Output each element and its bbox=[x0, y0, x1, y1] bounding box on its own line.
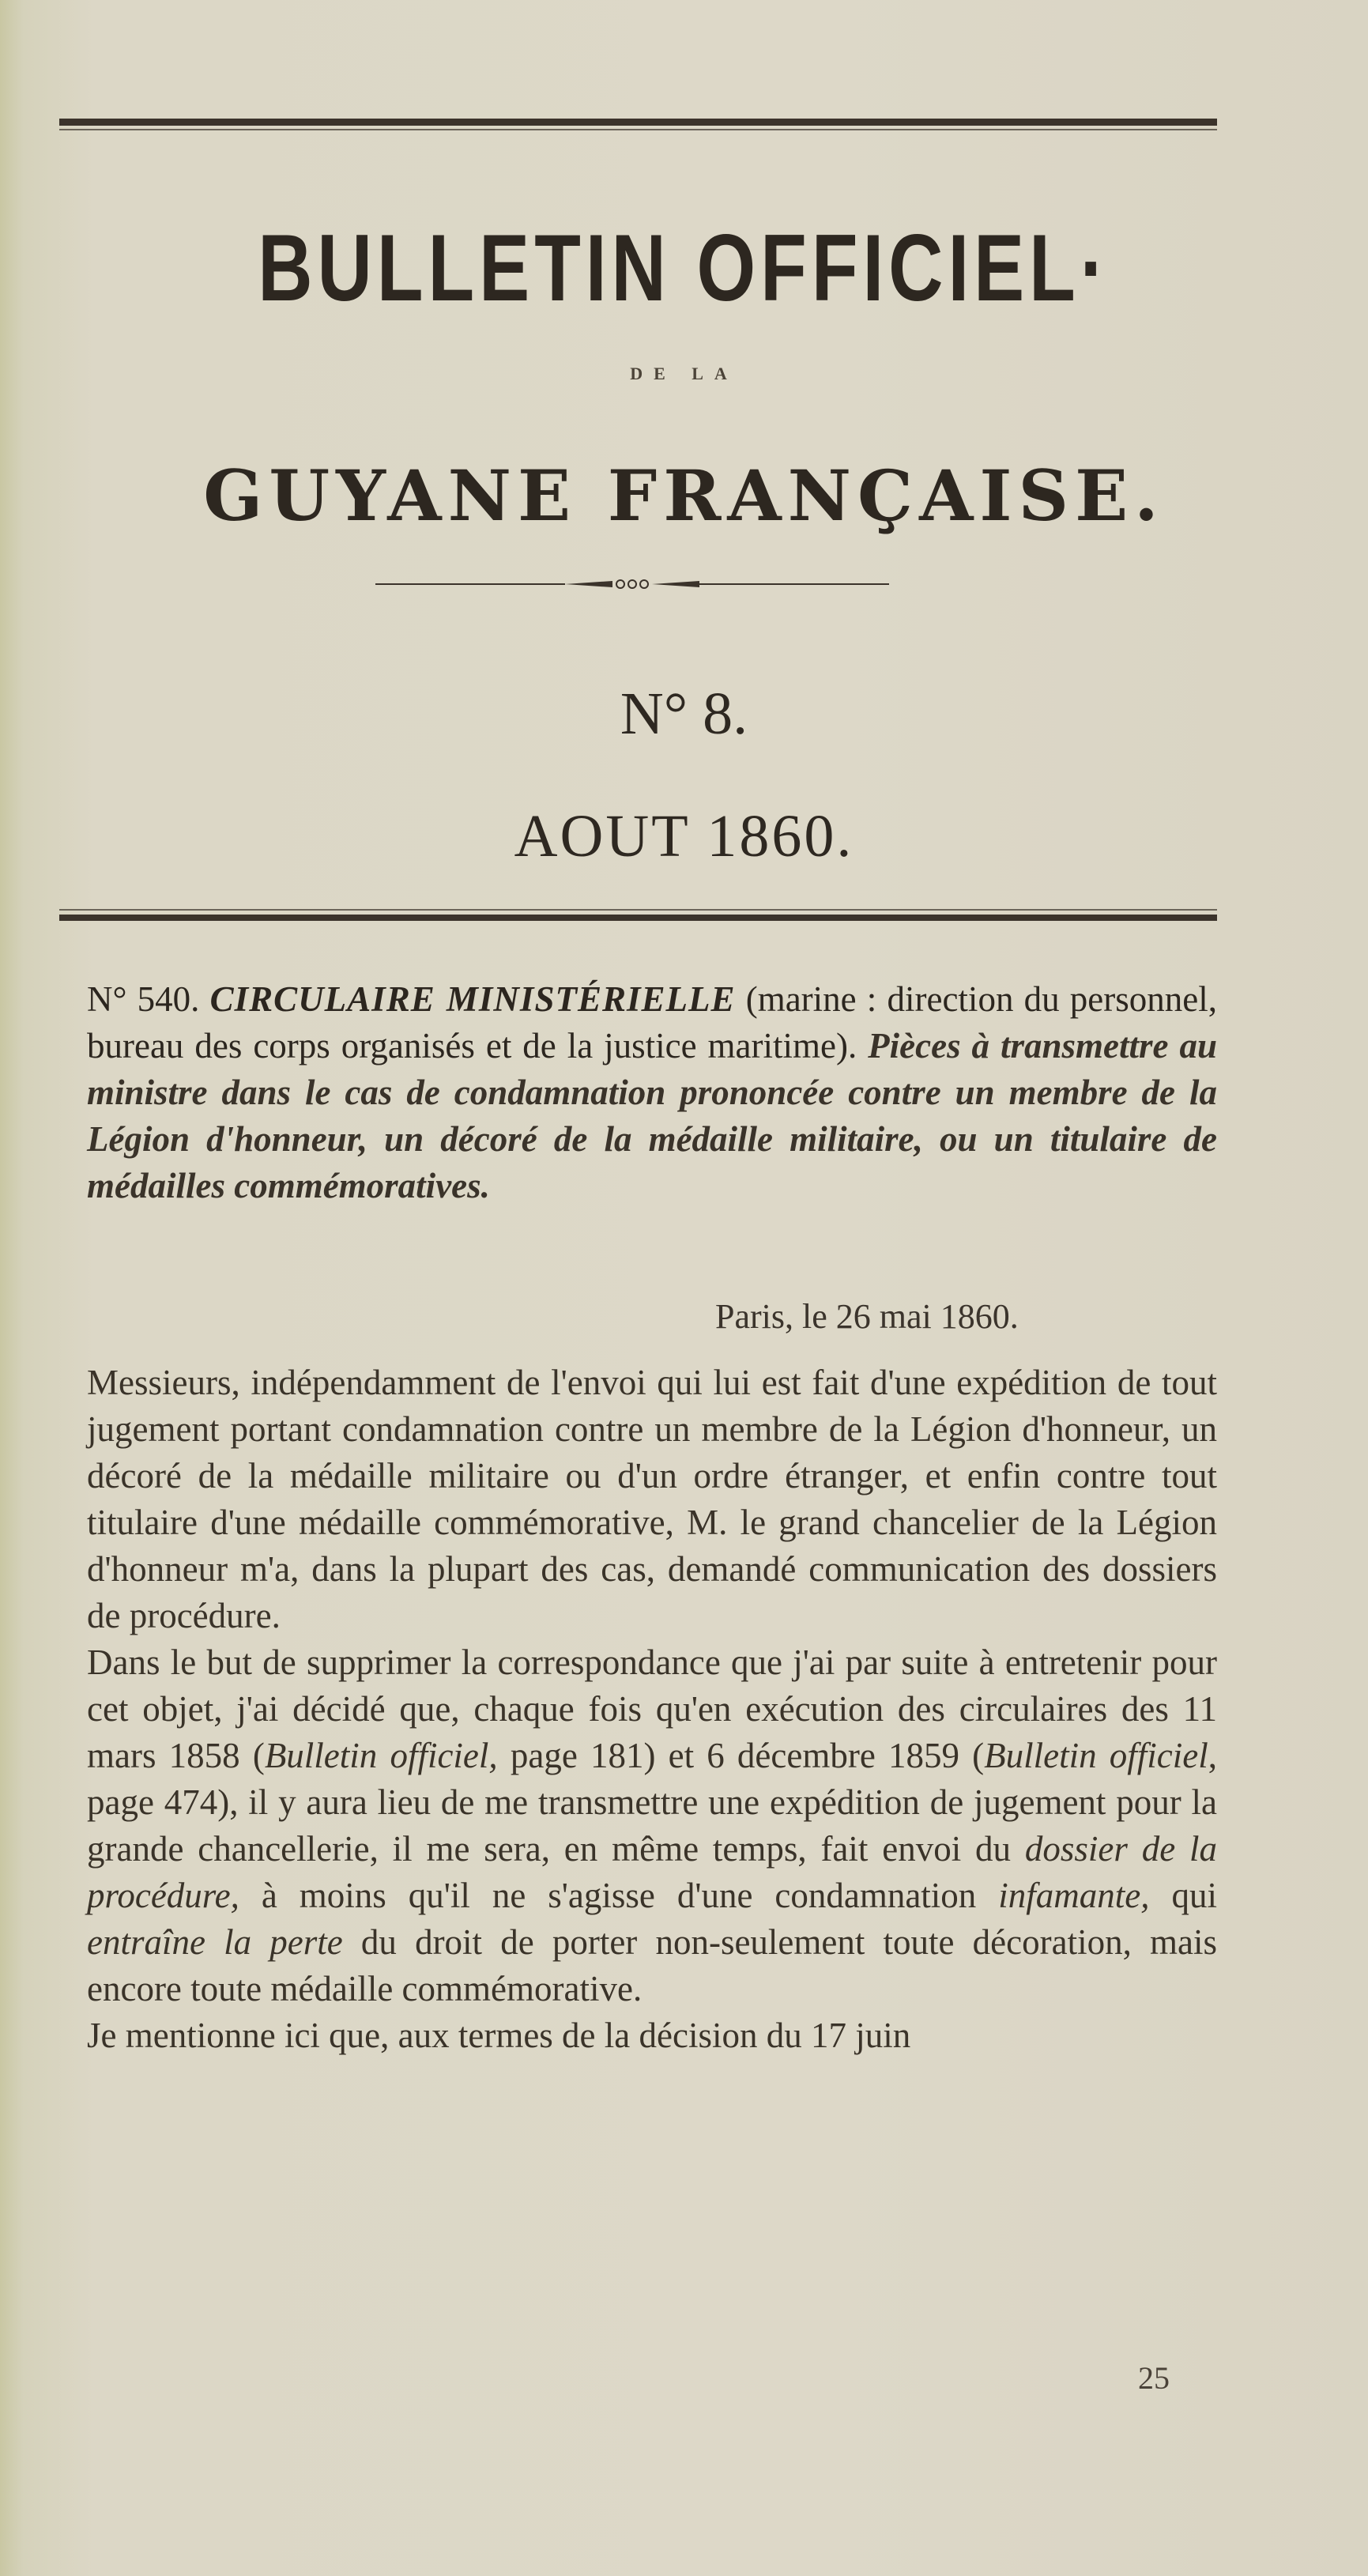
circular-origin: (marine : direction du personnel, bureau des corps organisés et de la justice maritime). bbox=[87, 979, 1218, 1065]
paragraph-3: Je mentionne ici que, aux termes de la décision du 17 juin bbox=[87, 2016, 911, 2055]
place-date: Paris, le 26 mai 1860. bbox=[715, 1297, 1019, 1336]
mid-rule bbox=[59, 915, 1217, 921]
masthead-title-line2: GUYANE FRANÇAISE. bbox=[203, 454, 1165, 537]
circular-number: N° 540. bbox=[87, 979, 200, 1019]
circular-body bbox=[87, 1360, 1217, 2059]
masthead-title-line1: BULLETIN OFFICIEL· bbox=[258, 215, 1110, 322]
paragraph-1: Messieurs, indépendamment de l'envoi qui lui est fait d'une expédition de tout jugement portant condamnation contre un membre de la Légion d'honneur, un décoré de la médaille militaire ou d'un ordre étranger, et enfin contre tout titulaire d'une médaille commémorative, M. le grand chancelier de la Légion d'honneur m'a, dans la plupart des cas, demandé communication des dossiers de procédure. bbox=[87, 1363, 1217, 1635]
mid-rule-thin bbox=[59, 909, 1217, 911]
page-number: 25 bbox=[1138, 2360, 1170, 2396]
masthead-de-la: DE LA bbox=[630, 364, 738, 383]
circular-subject: Pièces à transmettre au ministre dans le cas de condamnation prononcée contre un membre de la Légion d'honneur, un décoré de la médaille militaire, ou un titulaire de médailles commémoratives. bbox=[87, 1026, 1217, 1205]
ornament-divider bbox=[375, 579, 889, 590]
circular-heading bbox=[87, 976, 1217, 1209]
ref-bulletin-1: Bulletin officiel, bbox=[264, 1736, 498, 1775]
ref-bulletin-2: Bulletin officiel bbox=[984, 1736, 1208, 1775]
ref-infamante: infamante, bbox=[998, 1876, 1150, 1915]
ref-dossier: dossier de la procédure, bbox=[87, 1829, 1217, 1915]
issue-number: N° 8. bbox=[620, 681, 748, 747]
paragraph-2: Dans le but de supprimer la correspondance que j'ai par suite à entretenir pour cet objet, j'ai décidé que, chaque fois qu'en exécution des circulaires des 11 mars 1858 (Bulletin officiel, page 181) et 6 décembre 1859 (Bulletin officiel, page 474), il y aura lieu de me transmettre une expédition de jugement pour la grande chancellerie, il me sera, en même temps, fait envoi du dossier de la procédure, à moins qu'il ne s'agisse d'une condamnation infamante, qui entraîne la perte du droit de porter non-seulement toute décoration, mais encore toute médaille commémorative. bbox=[87, 1643, 1217, 2008]
issue-month: AOUT 1860. bbox=[514, 803, 854, 869]
top-rule-thin bbox=[59, 129, 1217, 130]
ref-perte: entraîne la perte bbox=[87, 1922, 343, 1962]
top-rule bbox=[59, 119, 1217, 126]
circular-type: CIRCULAIRE MINISTÉRIELLE bbox=[209, 979, 736, 1019]
